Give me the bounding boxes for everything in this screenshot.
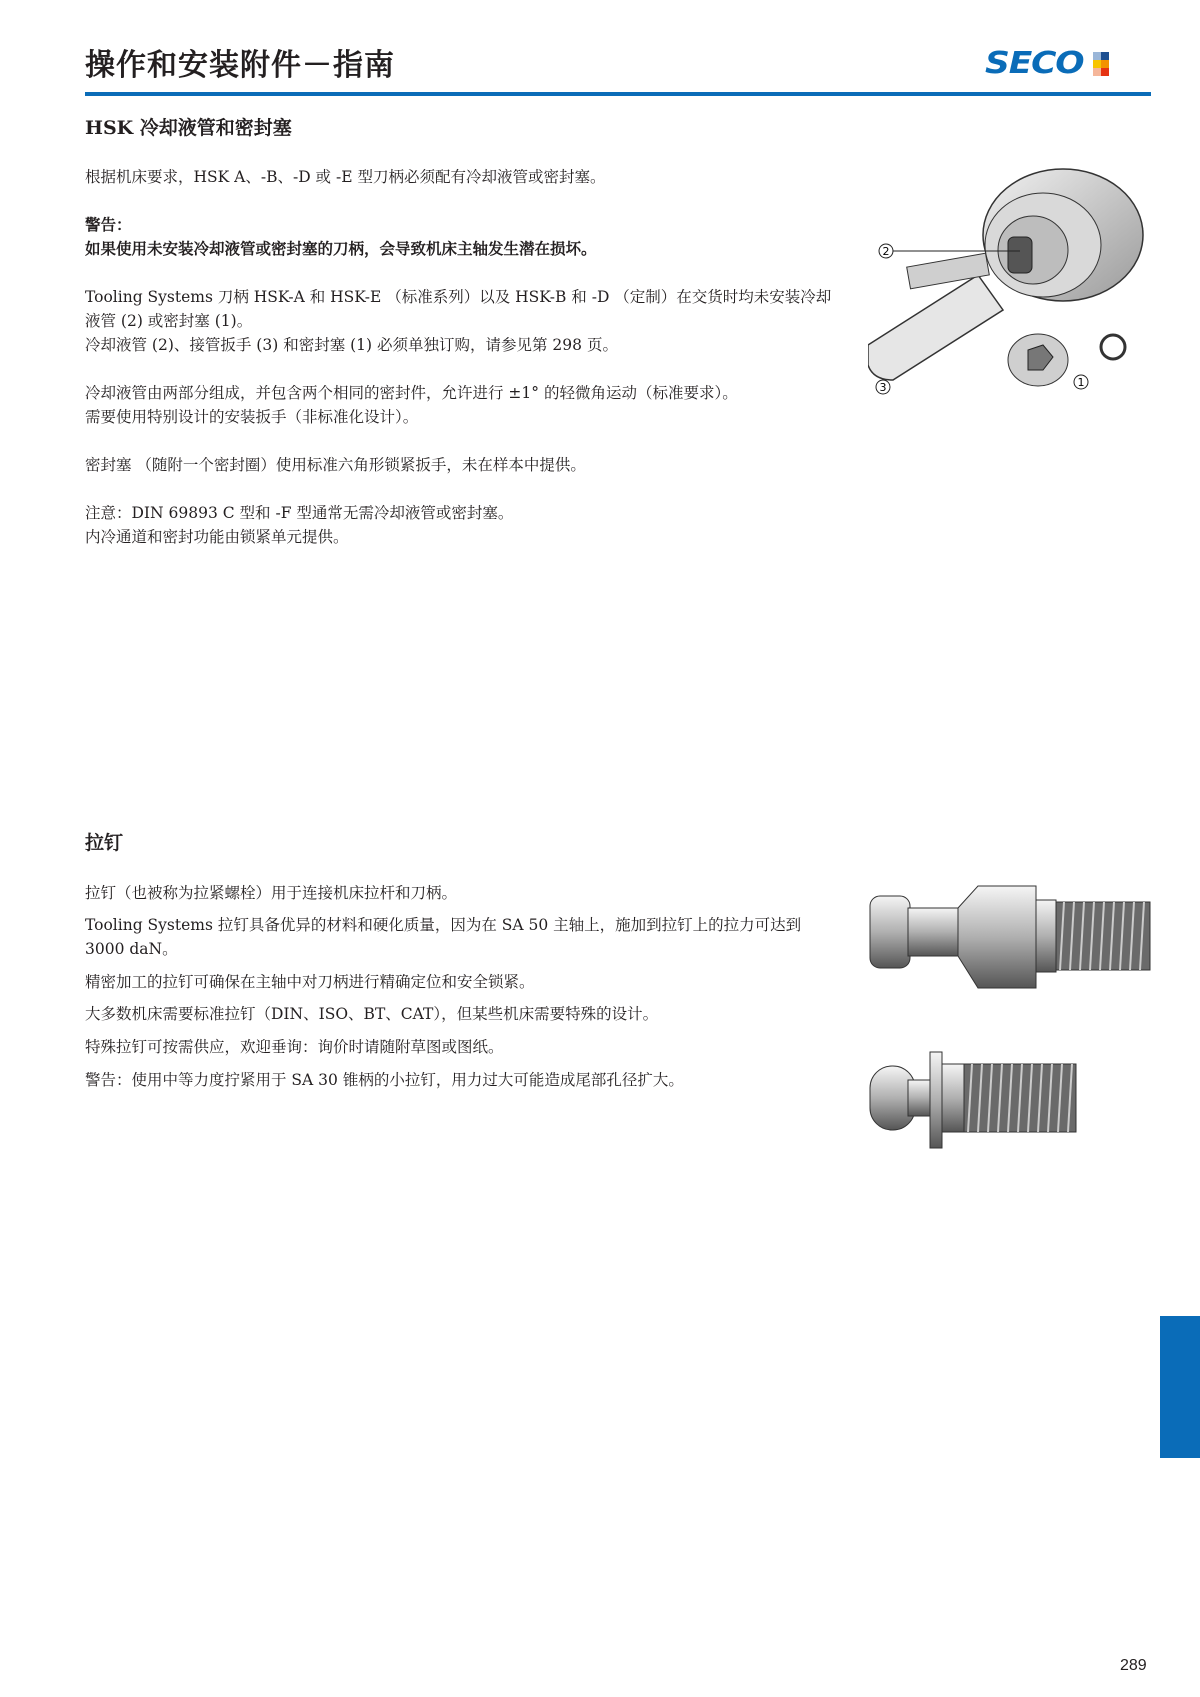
callout-2: 2: [882, 245, 890, 258]
section-heading-hsk: HSK 冷却液管和密封塞: [85, 117, 292, 139]
paragraph: 根据机床要求，HSK A、-B、-D 或 -E 型刀柄必须配有冷却液管或密封塞。: [85, 168, 606, 186]
paragraph: 拉钉（也被称为拉紧螺栓）用于连接机床拉杆和刀柄。: [85, 884, 458, 902]
paragraph: 冷却液管 (2)、接管扳手 (3) 和密封塞 (1) 必须单独订购，请参见第 298 页。: [85, 336, 618, 354]
paragraph: Tooling Systems 拉钉具备优异的材料和硬化质量，因为在 SA 50 主轴上，施加到拉钉上的拉力可达到 3000 daN。: [85, 916, 802, 958]
seco-logo: SECO: [985, 46, 1109, 81]
pull-stud-large-illustration: [868, 880, 1153, 995]
paragraph: 密封塞 （随附一个密封圈）使用标准六角形锁紧扳手，未在样本中提供。: [85, 456, 586, 474]
chapter-side-tab: [1160, 1316, 1200, 1458]
paragraph: 大多数机床需要标准拉钉（DIN、ISO、BT、CAT），但某些机床需要特殊的设计。: [85, 1005, 659, 1023]
paragraph: 需要使用特别设计的安装扳手（非标准化设计）。: [85, 408, 419, 426]
paragraph: 冷却液管由两部分组成，并包含两个相同的密封件，允许进行 ±1° 的轻微角运动（标准要求）。: [85, 384, 738, 402]
warning-text: 警告：使用中等力度拧紧用于 SA 30 锥柄的小拉钉，用力过大可能造成尾部孔径扩大。: [85, 1071, 684, 1089]
page-number: 289: [1120, 1657, 1147, 1674]
callout-3: 3: [879, 381, 887, 394]
warning-label: 警告：: [85, 215, 132, 234]
note-text: 注意：DIN 69893 C 型和 -F 型通常无需冷却液管或密封塞。: [85, 504, 514, 522]
header-rule: [85, 92, 1151, 96]
section-heading-pull-stud: 拉钉: [85, 832, 124, 854]
page-title: 操作和安装附件－指南: [85, 48, 395, 83]
pull-stud-small-illustration: [868, 1050, 1078, 1150]
paragraph: 精密加工的拉钉可确保在主轴中对刀柄进行精确定位和安全锁紧。: [85, 973, 535, 991]
warning-text: 如果使用未安装冷却液管或密封塞的刀柄，会导致机床主轴发生潜在损坏。: [85, 239, 597, 258]
callout-1: 1: [1077, 376, 1085, 389]
logo-squares-icon: [1093, 52, 1109, 76]
note-text: 内冷通道和密封功能由锁紧单元提供。: [85, 528, 349, 546]
hsk-coolant-tube-illustration: [868, 165, 1153, 415]
paragraph: 特殊拉钉可按需供应，欢迎垂询：询价时请随附草图或图纸。: [85, 1038, 504, 1056]
paragraph: Tooling Systems 刀柄 HSK-A 和 HSK-E （标准系列）以及 HSK-B 和 -D （定制）在交货时均未安装冷却液管 (2) 或密封塞 (1)。: [85, 288, 832, 330]
